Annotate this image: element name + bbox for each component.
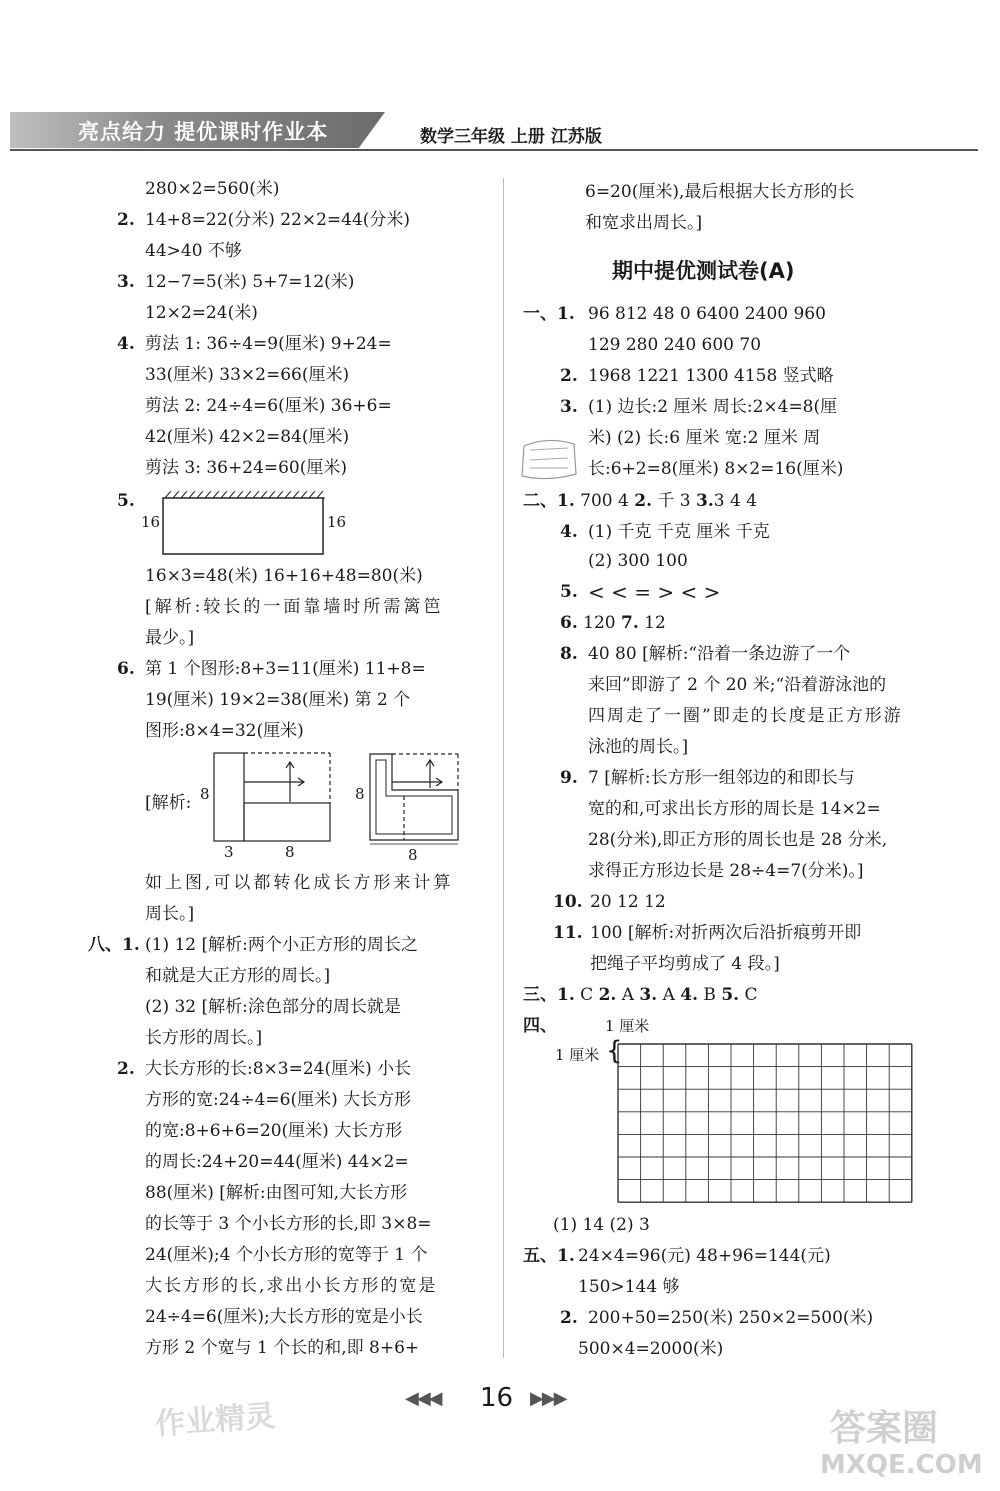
question-number: 11. <box>553 923 583 943</box>
answer-line: 280×2=560(米) <box>145 179 280 199</box>
answer-line: 大长方形的长,求出小长方形的宽是 <box>145 1276 438 1296</box>
analysis-label: [解析: <box>145 793 192 813</box>
page-number: 16 <box>480 1383 514 1413</box>
next-arrows-icon: ▶▶▶ <box>530 1388 566 1409</box>
answer-line: 求得正方形边长是 28÷4=7(分米)。] <box>588 861 864 881</box>
header-title: 亮点给力 提优课时作业本 <box>78 120 329 144</box>
answer-line: 的长等于 3 个小长方形的长,即 3×8= <box>145 1214 432 1234</box>
section-number: 八、1. <box>88 935 140 955</box>
answer-line: 剪法 1: 36÷4=9(厘米) 9+24= <box>145 334 392 354</box>
shape-figure-1 <box>210 752 335 844</box>
answer-line: 88(厘米) [解析:由图可知,大长方形 <box>145 1183 408 1203</box>
answer-line: 方形的宽:24÷4=6(厘米) 大长方形 <box>145 1090 412 1110</box>
answer-line: 第 1 个图形:8+3=11(厘米) 11+8= <box>145 659 426 679</box>
question-number: 4. <box>560 522 578 542</box>
answer-line: 和宽求出周长。] <box>585 213 703 233</box>
brace-icon: { <box>606 1036 623 1066</box>
answer-line: 周长。] <box>145 904 195 924</box>
answer-line: (2) 32 [解析:涂色部分的周长就是 <box>145 997 401 1017</box>
question-number: 8. <box>560 644 578 664</box>
answer-line: 14+8=22(分米) 22×2=44(分米) <box>145 210 411 230</box>
question-number: 2. <box>117 210 135 230</box>
header-rule <box>10 149 978 151</box>
question-number: 5. <box>560 582 578 602</box>
answer-line: 的周长:24+20=44(厘米) 44×2= <box>145 1152 409 1172</box>
fig-label-8: 8 <box>355 785 365 803</box>
grid-unit-left: 1 厘米 <box>555 1046 600 1064</box>
answer-line: 剪法 2: 24÷4=6(厘米) 36+6= <box>145 396 392 416</box>
answer-line: (2) 300 100 <box>588 551 688 571</box>
section-number: 五、1. <box>523 1246 575 1266</box>
fig-label-8: 8 <box>285 843 295 861</box>
answer-line: 100 [解析:对折两次后沿折痕剪开即 <box>590 923 862 943</box>
fence-side-label-right: 16 <box>327 513 347 531</box>
site-watermark-logo: 答案圈 <box>830 1408 939 1449</box>
answer-line: [解析:较长的一面靠墙时所需篱笆 <box>145 597 444 617</box>
question-number: 3. <box>560 397 578 417</box>
answer-line: 19(厘米) 19×2=38(厘米) 第 2 个 <box>145 690 411 710</box>
answer-line: 7 [解析:长方形一组邻边的和即长与 <box>588 768 855 788</box>
answer-line: 200+50=250(米) 250×2=500(米) <box>588 1308 874 1328</box>
answer-line: 三、1. C 2. A 3. A 4. B 5. C <box>523 985 758 1005</box>
section-number: 四、 <box>523 1016 557 1036</box>
answer-line: 12×2=24(米) <box>145 303 258 323</box>
answer-line: (1) 12 [解析:两个小正方形的周长之 <box>145 935 418 955</box>
shape-figure-2 <box>366 752 466 847</box>
site-watermark-url: MXQE.COM <box>820 1450 983 1480</box>
stamp-watermark: 作业精灵 <box>154 1398 277 1443</box>
answer-line: 米) (2) 长:6 厘米 宽:2 厘米 周 <box>588 428 821 448</box>
fig-label-8: 8 <box>408 846 418 864</box>
answer-line: 6. 120 7. 12 <box>560 613 666 633</box>
answer-line: 28(分米),即正方形的周长也是 28 分米, <box>588 830 888 850</box>
fence-rectangle-figure <box>135 490 355 560</box>
answer-line: 如上图,可以都转化成长方形来计算 <box>145 873 454 893</box>
answer-line: 6=20(厘米),最后根据大长方形的长 <box>585 182 855 202</box>
answer-line: 129 280 240 600 70 <box>588 335 762 355</box>
question-number: 10. <box>553 892 583 912</box>
answer-line: 把绳子平均剪成了 4 段。] <box>590 954 780 974</box>
answer-line: (1) 边长:2 厘米 周长:2×4=8(厘 <box>588 397 838 417</box>
answer-line: (1) 14 (2) 3 <box>553 1215 650 1235</box>
answer-line: 四周走了一圈”即走的长度是正方形游 <box>588 706 903 726</box>
question-number: 2. <box>560 1308 578 1328</box>
stamp-logo <box>518 436 580 482</box>
answer-line: 1968 1221 1300 4158 竖式略 <box>588 366 834 386</box>
answer-line: 剪法 3: 36+24=60(厘米) <box>145 458 347 478</box>
answer-line: 最少。] <box>145 628 195 648</box>
question-number: 3. <box>117 272 135 292</box>
question-number: 4. <box>117 334 135 354</box>
question-number: 2. <box>117 1059 135 1079</box>
answer-line: 20 12 12 <box>590 892 666 912</box>
header-subtitle: 数学三年级 上册 江苏版 <box>420 127 602 147</box>
question-number: 6. <box>117 659 135 679</box>
column-divider <box>503 178 504 1358</box>
answer-line: 24×4=96(元) 48+96=144(元) <box>578 1246 831 1266</box>
section-number: 一、1. <box>523 304 575 324</box>
answer-line: 的宽:8+6+6=20(厘米) 大长方形 <box>145 1121 403 1141</box>
answer-line: 96 812 48 0 6400 2400 960 <box>588 304 826 324</box>
fence-side-label-left: 16 <box>141 513 161 531</box>
answer-line: 33(厘米) 33×2=66(厘米) <box>145 365 350 385</box>
answer-line: < < = > < > <box>588 580 721 604</box>
answer-line: 40 80 [解析:“沿着一条边游了一个 <box>588 644 851 664</box>
answer-line: 150>144 够 <box>578 1277 680 1297</box>
answer-line: 42(厘米) 42×2=84(厘米) <box>145 427 350 447</box>
answer-line: 泳池的周长。] <box>588 737 689 757</box>
answer-line: 500×4=2000(米) <box>578 1339 724 1359</box>
answer-line: 宽的和,可求出长方形的周长是 14×2= <box>588 799 881 819</box>
question-number: 9. <box>560 768 578 788</box>
prev-arrows-icon: ◀◀◀ <box>405 1388 441 1409</box>
grid-paper <box>617 1043 915 1203</box>
answer-line: 图形:8×4=32(厘米) <box>145 721 304 741</box>
answer-line: 和就是大正方形的周长。] <box>145 966 331 986</box>
answer-line: 16×3=48(米) 16+16+48=80(米) <box>145 566 423 586</box>
answer-line: 44>40 不够 <box>145 241 242 261</box>
question-number: 5. <box>117 491 135 511</box>
answer-line: (1) 千克 千克 厘米 千克 <box>588 522 770 542</box>
fig-label-3: 3 <box>224 843 234 861</box>
answer-line: 长:6+2=8(厘米) 8×2=16(厘米) <box>588 459 844 479</box>
answer-line: 来回”即游了 2 个 20 米;“沿着游泳池的 <box>588 675 887 695</box>
question-number: 2. <box>560 366 578 386</box>
section-title: 期中提优测试卷(A) <box>612 259 795 283</box>
fig-label-8: 8 <box>200 785 210 803</box>
answer-line: 24÷4=6(厘米);大长方形的宽是小长 <box>145 1307 423 1327</box>
answer-line: 长方形的周长。] <box>145 1028 263 1048</box>
answer-line: 12−7=5(米) 5+7=12(米) <box>145 272 355 292</box>
answer-line: 方形 2 个宽与 1 个长的和,即 8+6+ <box>145 1338 420 1358</box>
answer-line: 24(厘米);4 个小长方形的宽等于 1 个 <box>145 1245 428 1265</box>
grid-unit-top: 1 厘米 <box>605 1017 650 1035</box>
answer-line: 大长方形的长:8×3=24(厘米) 小长 <box>145 1059 412 1079</box>
answer-line: 二、1. 700 4 2. 千 3 3.3 4 4 <box>523 491 758 511</box>
